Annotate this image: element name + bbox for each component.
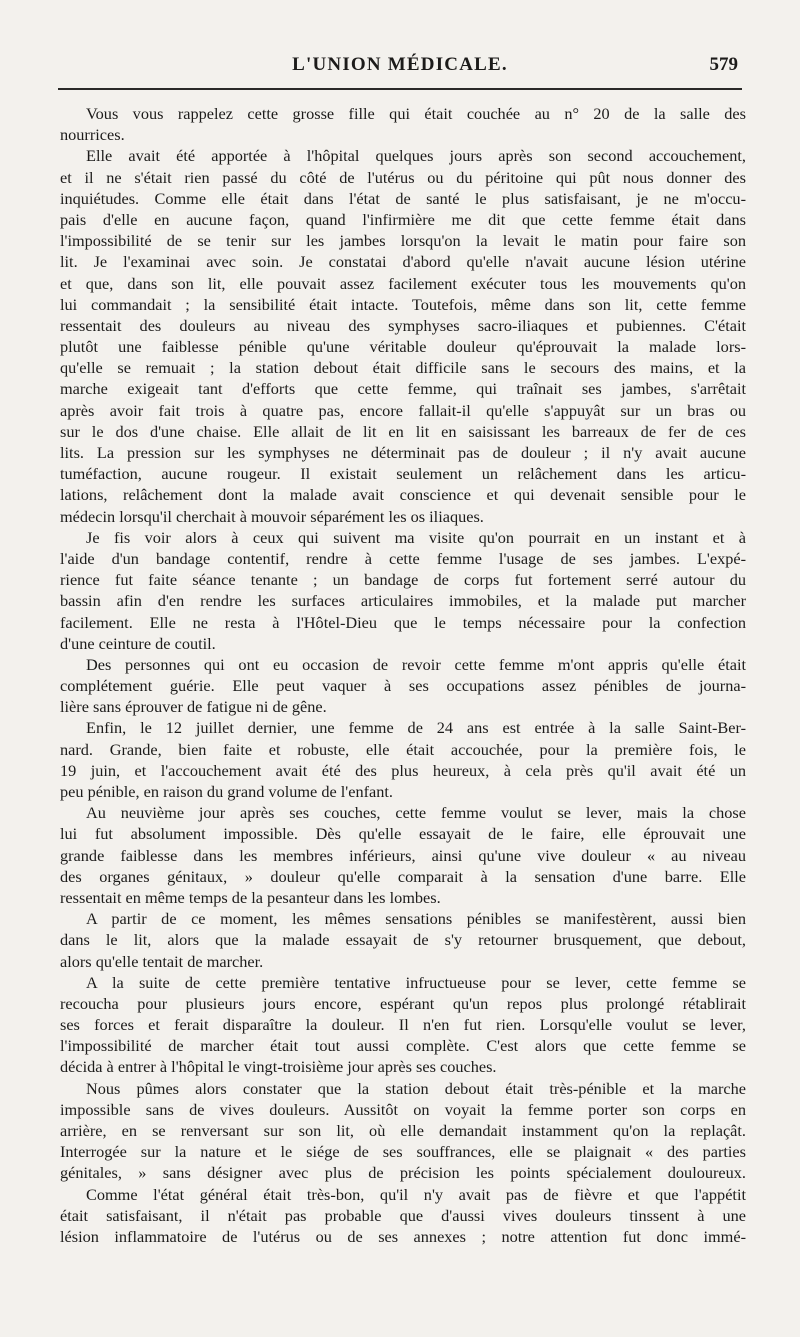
text-line: décida à entrer à l'hôpital le vingt-troisième jour après ses couches. (60, 1057, 497, 1077)
text-line: lui commandait ; la sensibilité était intacte. Toutefois, même dans son lit, cette femme (60, 294, 746, 314)
text-line: Interrogée sur la nature et le siége de ses souffrances, elle se plaignait « des parties (60, 1142, 746, 1162)
text-line: sur le dos d'une chaise. Elle allait de lit en lit en saisissant les barreaux de fer de ces (60, 421, 746, 441)
text-line: ressentait en même temps de la pesanteur dans les lombes. (60, 887, 441, 907)
page-number: 579 (709, 54, 738, 75)
text-line: inquiétudes. Comme elle était dans l'état de santé le plus satisfaisant, je ne m'occu- (60, 188, 746, 208)
text-line: alors qu'elle tentait de marcher. (60, 951, 264, 971)
text-line: tuméfaction, aucune rougeur. Il existait seulement un relâchement dans les articu- (60, 464, 746, 484)
text-line: ressentait des douleurs au niveau des symphyses sacro-iliaques et pubiennes. C'était (60, 315, 746, 335)
running-title: L'UNION MÉDICALE. (292, 54, 508, 75)
text-line: et il ne s'était rien passé du côté de l'utérus ou du péritoine qui pût nous donner des (60, 167, 746, 187)
text-line: marche exigeait tant d'efforts que cette femme, qui traînait ses jambes, s'arrêtait (60, 379, 746, 399)
text-line: Je fis voir alors à ceux qui suivent ma visite qu'on pourrait en un instant et à (86, 527, 746, 547)
text-line: était satisfaisant, il n'était pas probable que d'aussi vives douleurs tinssent à une (60, 1205, 746, 1225)
text-line: l'aide d'un bandage contentif, rendre à cette femme l'usage de ses jambes. L'expé- (60, 548, 746, 568)
text-line: nourrices. (60, 125, 125, 145)
text-line: lésion inflammatoire de l'utérus ou de ses annexes ; notre attention fut donc immé- (60, 1226, 746, 1246)
page-header (62, 54, 738, 84)
header-rule (58, 88, 742, 90)
text-line: lit. Je l'examinai avec soin. Je constatai d'abord qu'elle n'avait aucune lésion utérine (60, 252, 746, 272)
text-line: Comme l'état général était très-bon, qu'il n'y avait pas de fièvre et que l'appétit (86, 1184, 746, 1204)
text-line: rience fut faite séance tenante ; un bandage de corps fut fortement serré autour du (60, 570, 746, 590)
text-line: complétement guérie. Elle peut vaquer à ses occupations assez pénibles de journa- (60, 676, 746, 696)
text-line: 19 juin, et l'accouchement avait été des plus heureux, à cela près qu'il avait été un (60, 760, 746, 780)
text-line: arrière, en se renversant sur son lit, où elle demandait instamment qu'on la replaçât. (60, 1121, 746, 1140)
text-line: impossible sans de vives douleurs. Aussitôt on voyait la femme porter son corps en (60, 1099, 746, 1119)
text-line: lations, relâchement dont la malade avait conscience et qui devenait sensible pour le (60, 485, 746, 505)
text-line: A partir de ce moment, les mêmes sensations pénibles se manifestèrent, aussi bien (86, 909, 746, 929)
text-line: bassin afin d'en rendre les surfaces articulaires immobiles, et la malade put marcher (60, 591, 746, 611)
text-line: génitales, » sans désigner avec plus de précision les points spécialement douloureux. (60, 1163, 746, 1183)
text-line: l'impossibilité de se tenir sur les jambes lorsqu'on la levait le matin pour faire son (60, 231, 746, 251)
text-line: et que, dans son lit, elle pouvait assez facilement exécuter tous les mouvements qu'on (60, 273, 746, 293)
text-line: pais d'elle en aucune façon, quand l'infirmière me dit que cette femme était dans (60, 209, 746, 229)
text-line: après avoir fait trois à quatre pas, encore fallait-il qu'elle s'appuyât sur un bras ou (60, 400, 746, 420)
text-line: Enfin, le 12 juillet dernier, une femme de 24 ans est entrée à la salle Saint-Ber- (86, 718, 746, 738)
text-line: Nous pûmes alors constater que la station debout était très-pénible et la marche (86, 1078, 746, 1098)
body-text (60, 103, 746, 1247)
text-line: facilement. Elle ne resta à l'Hôtel-Dieu que le temps nécessaire pour la confection (60, 612, 746, 632)
text-line: médecin lorsqu'il cherchait à mouvoir séparément les os iliaques. (60, 506, 484, 526)
text-line: plutôt une faiblesse pénible qu'une véritable douleur qu'éprouvait la malade lors- (60, 337, 746, 357)
text-line: Au neuvième jour après ses couches, cette femme voulut se lever, mais la chose (86, 803, 746, 823)
text-line: lière sans éprouver de fatigue ni de gêne. (60, 697, 327, 717)
text-line: des organes génitaux, » douleur qu'elle comparait à la sensation d'une barre. Elle (60, 866, 746, 886)
text-line: grande faiblesse dans les membres inférieurs, ainsi qu'une vive douleur « au niveau (60, 845, 746, 865)
text-line: lits. La pression sur les symphyses ne déterminait pas de douleur ; il n'y avait aucune (60, 443, 746, 462)
text-line: ses forces et ferait disparaître la douleur. Il n'en fut rien. Lorsqu'elle voulut se lever, (60, 1015, 746, 1035)
text-line: peu pénible, en raison du grand volume de l'enfant. (60, 782, 393, 801)
text-line: qu'elle se remuait ; la station debout était difficile sans le secours des mains, et la (60, 358, 746, 378)
text-line: Vous vous rappelez cette grosse fille qui était couchée au n° 20 de la salle des (86, 104, 746, 123)
text-line: d'une ceinture de coutil. (60, 633, 216, 653)
text-line: dans le lit, alors que la malade essayait de s'y retourner brusquement, que debout, (60, 930, 746, 950)
text-line: l'impossibilité de marcher était tout aussi complète. C'est alors que cette femme se (60, 1036, 746, 1056)
text-line: nard. Grande, bien faite et robuste, elle était accouchée, pour la première fois, le (60, 739, 746, 759)
text-line: recoucha pour plusieurs jours encore, espérant qu'un repos plus prolongé rétablirait (60, 993, 746, 1013)
text-line: lui fut absolument impossible. Dès qu'elle essayait de le faire, elle éprouvait une (60, 824, 746, 844)
text-line: A la suite de cette première tentative infructueuse pour se lever, cette femme se (86, 972, 746, 992)
text-line: Elle avait été apportée à l'hôpital quelques jours après son second accouchement, (86, 146, 746, 166)
text-line: Des personnes qui ont eu occasion de revoir cette femme m'ont appris qu'elle était (86, 654, 746, 674)
